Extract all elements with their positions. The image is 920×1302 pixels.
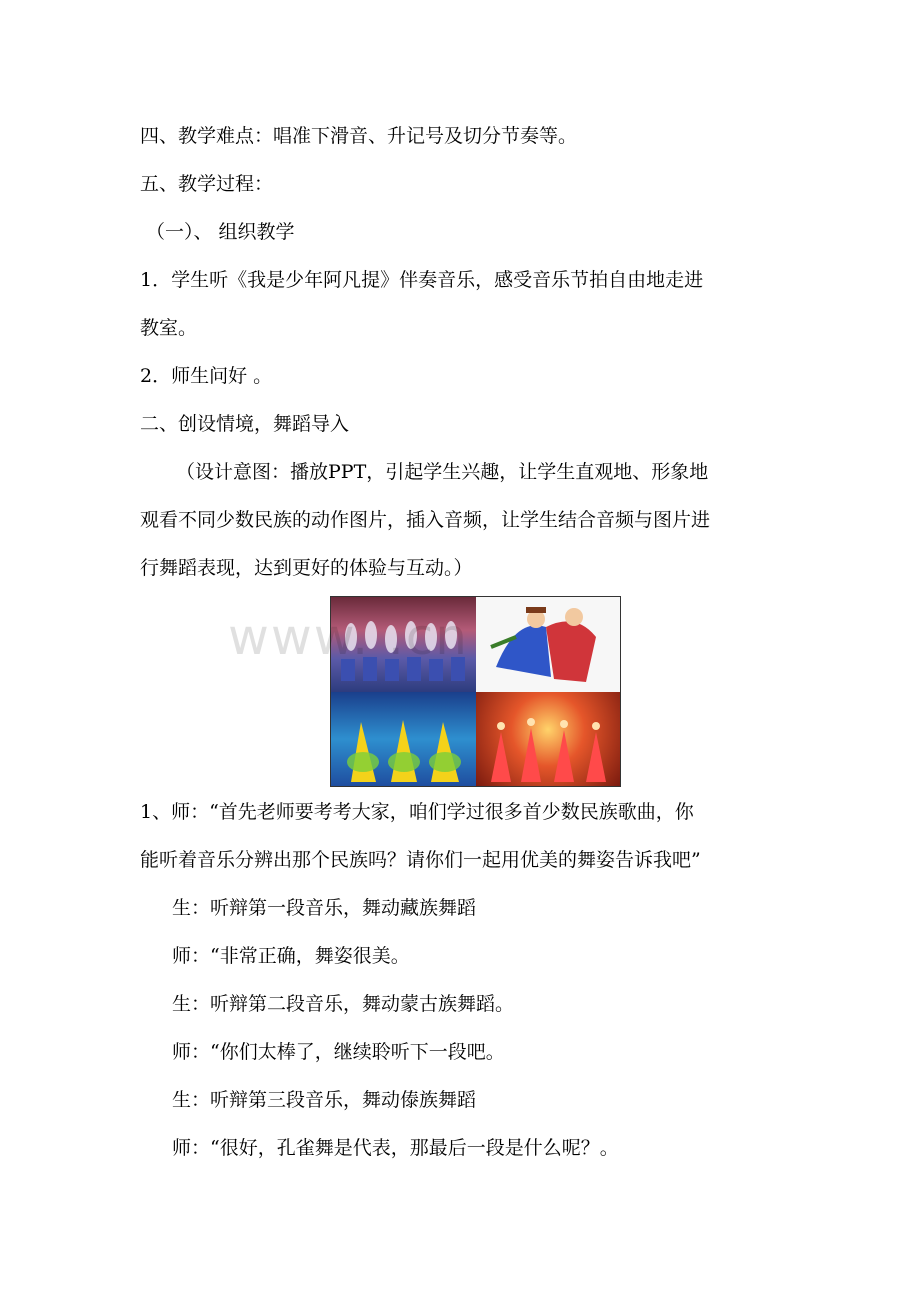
mongolian-dance-illustration <box>476 597 621 692</box>
dai-peacock-dance-photo <box>331 692 476 787</box>
process-heading: 五、教学过程： <box>140 173 274 195</box>
teacher-response-3: 师：“很好，孔雀舞是代表，那最后一段是什么呢？。 <box>172 1137 619 1159</box>
design-intent-line-1: （设计意图：播放PPT，引起学生兴趣，让学生直观地、形象地 <box>176 461 709 483</box>
teacher-question-line-1: 1、师：“首先老师要考考大家，咱们学过很多首少数民族歌曲，你 <box>140 801 694 823</box>
teacher-response-1: 师：“非常正确，舞姿很美。 <box>172 945 410 967</box>
student-response-3: 生：听辩第三段音乐，舞动傣族舞蹈 <box>172 1089 477 1111</box>
step-1-line-2: 教室。 <box>140 317 198 339</box>
step-2-line: 2．师生问好 。 <box>140 365 273 387</box>
teacher-response-2: 师：“你们太棒了，继续聆听下一段吧。 <box>172 1041 505 1063</box>
design-intent-line-2: 观看不同少数民族的动作图片，插入音频，让学生结合音频与图片进 <box>140 509 711 531</box>
section-organize: （一）、 组织教学 <box>146 221 295 243</box>
design-intent-line-3: 行舞蹈表现，达到更好的体验与互动。） <box>140 557 473 579</box>
student-response-2: 生：听辩第二段音乐，舞动蒙古族舞蹈。 <box>172 993 515 1015</box>
student-response-1: 生：听辩第一段音乐，舞动藏族舞蹈 <box>172 897 477 919</box>
uyghur-dance-photo <box>476 692 621 787</box>
section-situation: 二、创设情境，舞蹈导入 <box>140 413 350 435</box>
difficulty-line: 四、教学难点：唱准下滑音、升记号及切分节奏等。 <box>140 125 578 147</box>
watermark: www. .cn <box>228 608 469 666</box>
step-1-line-1: 1．学生听《我是少年阿凡提》伴奏音乐，感受音乐节拍自由地走进 <box>140 269 704 291</box>
teacher-question-line-2: 能听着音乐分辨出那个民族吗？请你们一起用优美的舞姿告诉我吧” <box>140 849 701 871</box>
